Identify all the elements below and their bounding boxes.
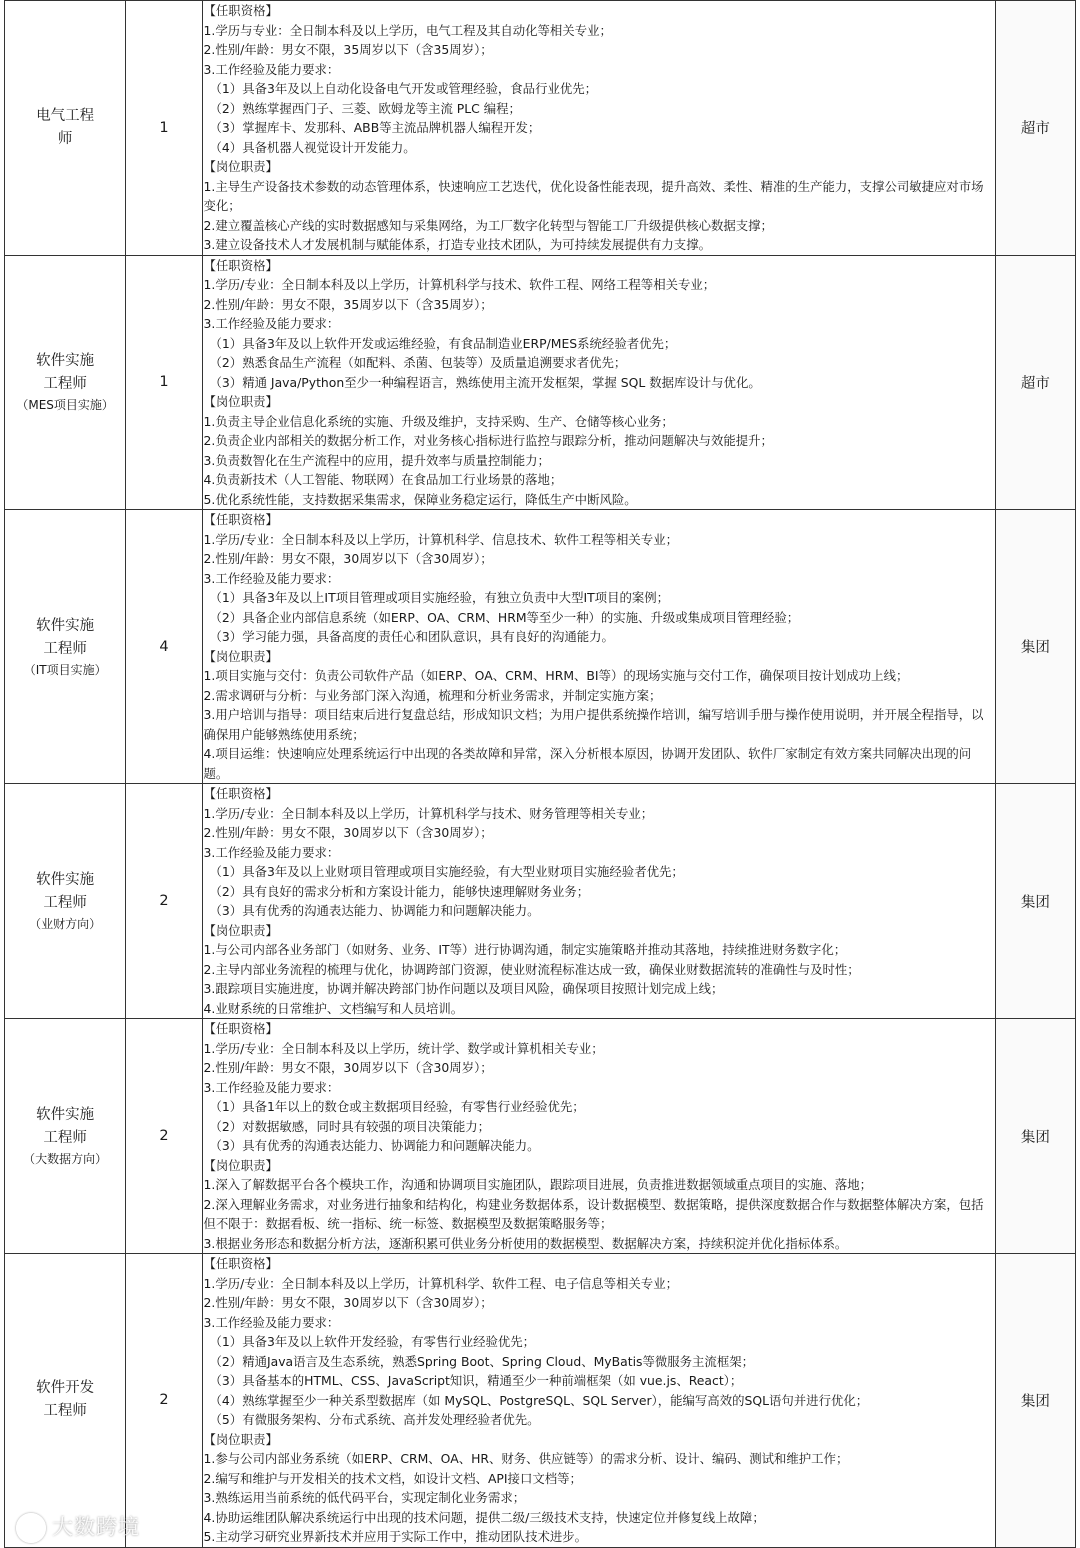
requirement-line: （5）有微服务架构、分布式系统、高并发处理经验者优先。: [209, 1412, 540, 1427]
position-cell: [5, 1, 126, 256]
requirement-line: 4.协助运维团队解决系统运行中出现的技术问题，提供二级/三级技术支持，快速定位并修复线上故障；: [203, 1509, 765, 1525]
requirement-line: 3.熟练运用当前系统的低代码平台，实现定制化业务需求；: [203, 1490, 526, 1505]
requirement-line: 【岗位职责】: [203, 159, 278, 174]
requirement-line: 1.负责主导企业信息化系统的实施、升级及维护，支持采购、生产、仓储等核心业务；: [203, 413, 674, 429]
position-title: 软件实施工程师: [36, 1107, 95, 1146]
requirement-line: 2.性别/年龄：男女不限，30周岁以下（含30周岁）；: [203, 825, 493, 840]
requirement-line: 【岗位职责】: [203, 394, 278, 409]
requirements-cell: [202, 510, 995, 784]
requirement-line: 1.学历/专业：全日制本科及以上学历，计算机科学、信息技术、软件工程等相关专业；: [203, 531, 678, 547]
position-cell: [5, 784, 126, 1019]
requirement-line: 2.性别/年龄：男女不限，30周岁以下（含30周岁）；: [203, 1295, 493, 1310]
requirement-line: 3.工作经验及能力要求：: [203, 1314, 340, 1330]
requirement-line: 【岗位职责】: [203, 648, 278, 664]
requirement-line: （1）具备1年以上的数仓或主数据项目经验，有零售行业经验优先；: [209, 1099, 585, 1114]
requirement-line: 1.学历与专业：全日制本科及以上学历，电气工程及其自动化等相关专业；: [203, 22, 612, 38]
position-cell: [5, 1019, 126, 1254]
requirements-cell: [202, 255, 995, 510]
position-title: 软件开发工程师: [36, 1380, 95, 1420]
location-cell: 集团: [995, 1019, 1075, 1254]
requirement-line: （3）具备基本的HTML、CSS、JavaScript知识，精通至少一种前端框架（如 vue.js、React）；: [209, 1373, 743, 1388]
requirement-line: （1）具备3年及以上软件开发或运维经验，有食品制造业ERP/MES系统经验者优先；: [209, 335, 677, 351]
requirements-cell: [202, 1, 995, 256]
requirements-cell: [202, 1019, 995, 1254]
job-row: [5, 1019, 1076, 1254]
location-cell: 集团: [995, 510, 1075, 784]
requirement-line: 【任职资格】: [203, 786, 278, 801]
requirement-line: （2）精通Java语言及生态系统，熟悉Spring Boot、Spring Cloud、MyBatis等微服务主流框架；: [209, 1353, 754, 1369]
headcount-cell: 2: [126, 1254, 202, 1548]
requirement-line: 4.负责新技术（人工智能、物联网）在食品加工行业场景的落地；: [203, 472, 563, 487]
requirement-line: 3.工作经验及能力要求：: [203, 1079, 340, 1095]
position-cell: [5, 255, 126, 510]
requirement-line: 3.负责数智化在生产流程中的应用，提升效率与质量控制能力；: [203, 452, 550, 468]
requirement-line: 3.跟踪项目实施进度，协调并解决跨部门协作问题以及项目风险，确保项目按照计划完成上线；: [203, 981, 724, 996]
requirement-line: （3）精通 Java/Python至少一种编程语言，熟练使用主流开发框架，掌握 SQL 数据库设计与优化。: [209, 374, 761, 390]
requirement-line: 2.性别/年龄：男女不限，30周岁以下（含30周岁）；: [203, 551, 493, 566]
position-title: 软件实施工程师: [36, 353, 95, 393]
watermark-text: 大数跨境: [52, 1515, 140, 1539]
requirement-line: 2.性别/年龄：男女不限，35周岁以下（含35周岁）；: [203, 42, 493, 57]
requirement-line: 【任职资格】: [203, 1256, 278, 1271]
requirement-line: 【岗位职责】: [203, 1431, 278, 1447]
requirement-line: （2）熟练掌握西门子、三菱、欧姆龙等主流 PLC 编程；: [209, 100, 521, 116]
requirements-cell: [202, 1254, 995, 1548]
requirement-line: 2.性别/年龄：男女不限，35周岁以下（含35周岁）；: [203, 296, 493, 312]
requirement-line: 1.学历/专业：全日制本科及以上学历，计算机科学与技术、软件工程、网络工程等相关专业；: [203, 277, 716, 292]
requirement-line: 【岗位职责】: [203, 1157, 278, 1173]
requirement-line: （1）具备3年及以上IT项目管理或项目实施经验，有独立负责中大型IT项目的案例；: [209, 590, 670, 605]
requirement-line: 【岗位职责】: [203, 922, 278, 938]
headcount-cell: 2: [126, 1019, 202, 1254]
requirement-line: （3）具有优秀的沟通表达能力、协调能力和问题解决能力。: [209, 903, 540, 918]
requirement-line: 3.工作经验及能力要求：: [203, 570, 340, 586]
requirement-line: 1.主导生产设备技术参数的动态管理体系，快速响应工艺迭代，优化设备性能表现，提升高效、柔性、精准的生产能力，支撑公司敏捷应对市场变化；: [203, 178, 984, 213]
requirement-line: 2.编写和维护与开发相关的技术文档，如设计文档、API接口文档等；: [203, 1470, 582, 1486]
requirement-line: 3.根据业务形态和数据分析方法，逐渐积累可供业务分析使用的数据模型、数据解决方案，持续积淀并优化指标体系。: [203, 1235, 848, 1251]
location-cell: 超市: [995, 255, 1075, 510]
requirement-line: 2.深入理解业务需求，对业务进行抽象和结构化，构建业务数据体系，设计数据模型、数据策略，提供深度数据合作与数据整体解决方案，包括但不限于：数据看板、统一指标、统一标签、数据模型及数据策略服务等；: [203, 1196, 984, 1231]
job-row: [5, 255, 1076, 510]
job-row: [5, 1, 1076, 256]
requirements-cell: [202, 784, 995, 1019]
position-subtitle: （IT项目实施）: [23, 662, 107, 677]
requirement-line: 3.建立设备技术人才发展机制与赋能体系，打造专业技术团队，为可持续发展提供有力支撑。: [203, 237, 711, 252]
requirement-line: 【任职资格】: [203, 257, 278, 273]
headcount-cell: 1: [126, 255, 202, 510]
requirement-line: 【任职资格】: [203, 1021, 278, 1036]
requirement-line: 1.与公司内部各业务部门（如财务、业务、IT等）进行协调沟通，制定实施策略并推动其落地，持续推进财务数字化；: [203, 942, 847, 957]
headcount-cell: 1: [126, 1, 202, 256]
requirement-line: 1.学历/专业：全日制本科及以上学历，计算机科学与技术、财务管理等相关专业；: [203, 805, 654, 821]
position-title: 电气工程师: [36, 107, 95, 147]
location-cell: 集团: [995, 784, 1075, 1019]
requirement-line: （3）掌握库卡、发那科、ABB等主流品牌机器人编程开发；: [209, 120, 541, 135]
requirement-line: 2.需求调研与分析：与业务部门深入沟通，梳理和分析业务需求，并制定实施方案；: [203, 687, 662, 703]
position-cell: [5, 510, 126, 784]
requirement-line: 2.主导内部业务流程的梳理与优化，协调跨部门资源，使业财流程标准达成一致，确保业财数据流转的准确性与及时性；: [203, 961, 860, 977]
headcount-cell: 4: [126, 510, 202, 784]
position-cell: [5, 1254, 126, 1548]
position-subtitle: （业财方向）: [29, 917, 102, 931]
requirement-line: 1.学历/专业：全日制本科及以上学历，统计学、数学或计算机相关专业；: [203, 1040, 604, 1056]
requirement-line: （1）具备3年及以上业财项目管理或项目实施经验，有大型业财项目实施经验者优先；: [209, 864, 684, 879]
requirement-line: 3.工作经验及能力要求：: [203, 316, 340, 331]
requirement-line: （4）具备机器人视觉设计开发能力。: [209, 139, 416, 155]
requirement-line: 4.项目运维：快速响应处理系统运行中出现的各类故障和异常，深入分析根本原因，协调开发团队、软件厂家制定有效方案共同解决出现的问题。: [203, 746, 972, 781]
requirement-line: 1.参与公司内部业务系统（如ERP、CRM、OA、HR、财务、供应链等）的需求分析、设计、编码、测试和维护工作；: [203, 1451, 849, 1466]
requirement-line: （2）对数据敏感，同时具有较强的项目决策能力；: [209, 1118, 491, 1134]
requirement-line: （2）熟悉食品生产流程（如配料、杀菌、包装等）及质量追溯要求者优先；: [209, 355, 627, 370]
position-title: 软件实施工程师: [36, 872, 95, 911]
requirement-line: 3.用户培训与指导：项目结束后进行复盘总结，形成知识文档；为用户提供系统操作培训，编写培训手册与操作使用说明，并开展全程指导，以确保用户能够熟练使用系统；: [203, 707, 984, 742]
requirement-line: 1.学历/专业：全日制本科及以上学历，计算机科学、软件工程、电子信息等相关专业；: [203, 1275, 678, 1291]
requirement-line: 3.工作经验及能力要求：: [203, 844, 340, 860]
location-cell: 超市: [995, 1, 1075, 256]
requirement-line: （1）具备3年及以上自动化设备电气开发或管理经验，食品行业优先；: [209, 81, 598, 96]
requirement-line: （3）具有优秀的沟通表达能力、协调能力和问题解决能力。: [209, 1138, 540, 1153]
logo-icon: [16, 1513, 46, 1543]
requirement-line: 【任职资格】: [203, 3, 278, 18]
requirement-line: （1）具备3年及以上软件开发经验，有零售行业经验优先；: [209, 1334, 536, 1349]
watermark: [16, 1511, 140, 1543]
requirement-line: 2.负责企业内部相关的数据分析工作，对业务核心指标进行监控与跟踪分析，推动问题解决与效能提升；: [203, 433, 773, 448]
requirement-line: 5.主动学习研究业界新技术并应用于实际工作中，推动团队技术进步。: [203, 1529, 588, 1544]
job-row: [5, 1254, 1076, 1548]
position-subtitle: （大数据方向）: [23, 1152, 108, 1166]
requirement-line: 1.深入了解数据平台各个模块工作，沟通和协调项目实施团队，跟踪项目进展，负责推进数据领域重点项目的实施、落地；: [203, 1177, 873, 1192]
headcount-cell: 2: [126, 784, 202, 1019]
requirement-line: （3）学习能力强，具备高度的责任心和团队意识，具有良好的沟通能力。: [209, 629, 614, 644]
job-table: [4, 0, 1076, 1548]
position-title: 软件实施工程师: [36, 617, 95, 657]
requirement-line: （2）具有良好的需求分析和方案设计能力，能够快速理解财务业务；: [209, 883, 590, 899]
job-row: [5, 510, 1076, 784]
position-subtitle: （MES项目实施）: [16, 398, 114, 413]
requirement-line: 2.建立覆盖核心产线的实时数据感知与采集网络，为工厂数字化转型与智能工厂升级提供核心数据支撑；: [203, 217, 773, 233]
requirement-line: 5.优化系统性能，支持数据采集需求，保障业务稳定运行，降低生产中断风险。: [203, 491, 637, 507]
requirement-line: 1.项目实施与交付：负责公司软件产品（如ERP、OA、CRM、HRM、BI等）的现场实施与交付工作，确保项目按计划成功上线；: [203, 668, 909, 683]
requirement-line: 2.性别/年龄：男女不限，30周岁以下（含30周岁）；: [203, 1060, 493, 1075]
requirement-line: （2）具备企业内部信息系统（如ERP、OA、CRM、HRM等至少一种）的实施、升级或集成项目管理经验；: [209, 609, 800, 625]
location-cell: 集团: [995, 1254, 1075, 1548]
requirement-line: 3.工作经验及能力要求：: [203, 61, 340, 77]
requirement-line: 【任职资格】: [203, 512, 278, 527]
requirement-line: （4）熟练掌握至少一种关系型数据库（如 MySQL、PostgreSQL、SQL Server），能编写高效的SQL语句并进行优化；: [209, 1392, 869, 1408]
job-row: [5, 784, 1076, 1019]
requirement-line: 4.业财系统的日常维护、文档编写和人员培训。: [203, 1000, 464, 1016]
